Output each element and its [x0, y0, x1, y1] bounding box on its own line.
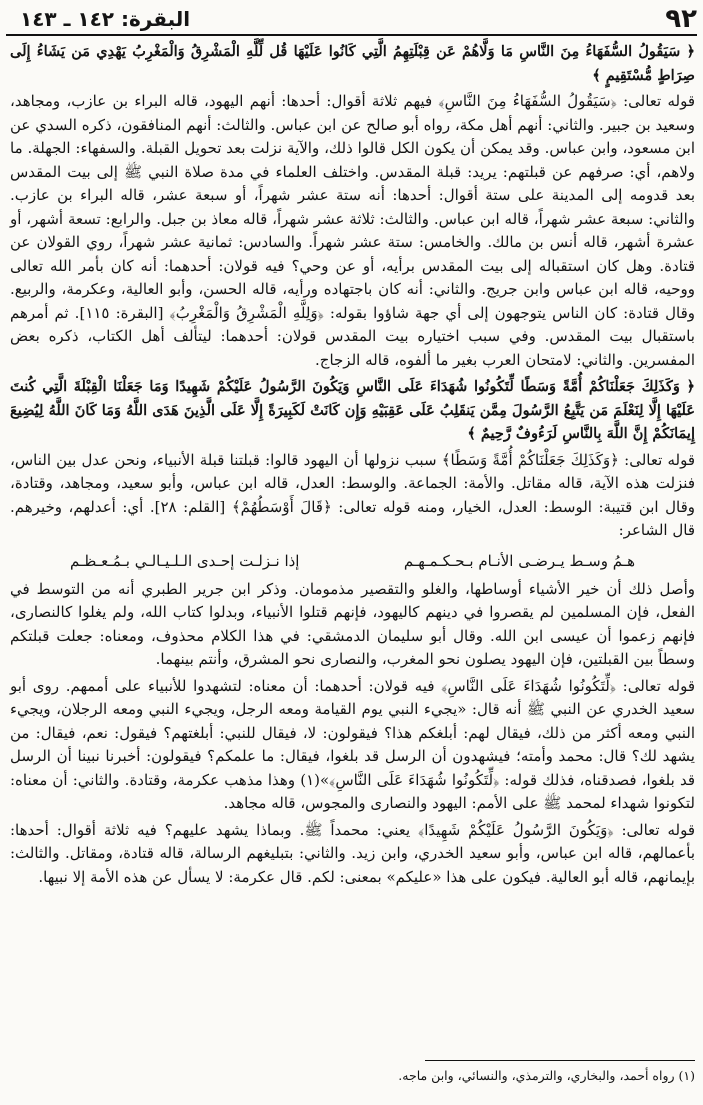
tafsir-paragraph-2: قوله تعالى: ﴿وَكَذَلِكَ جَعَلْنَاكُمْ أُمَّةً وَسَطًا﴾ سبب نزولها أن اليهود قالوا: قبلتنا قبلة الأنبياء، ونحن عدل بين الناس، فنزلت هذه الآية، قاله مقاتل. والأمة: الجماعة. والوسط: العدل، قاله ابن عباس، وأبو سعيد، ومجاهد، وقتادة، وقال ابن قتيبة: الوسط: العدل، الخيار، ومنه قوله تعالى: ﴿قَالَ أَوْسَطُهُمْ﴾ [القلم: ٢٨]. أي: أعدلهم، وخيرهم. قال الشاعر: — [10, 450, 695, 539]
quran-verse-143: ﴿ وَكَذَلِكَ جَعَلْنَاكُمْ أُمَّةً وَسَطًا لِّتَكُونُوا شُهَدَاءَ عَلَى النَّاسِ وَيَكُونَ الرَّسُولُ عَلَيْكُمْ شَهِيدًا وَمَا جَعَلْنَا الْقِبْلَةَ الَّتِي كُنتَ عَلَيْهَا إِلَّا لِنَعْلَمَ مَن يَتَّبِعُ الرَّسُولَ مِمَّن يَنقَلِبُ عَلَى عَقِبَيْهِ وَإِن كَانَتْ لَكَبِيرَةً إِلَّا عَلَى الَّذِينَ هَدَى اللَّهُ وَمَا كَانَ اللَّهُ لِيُضِيعَ إِيمَانَكُمْ إِنَّ اللَّهَ بِالنَّاسِ لَرَءُوفٌ رَّحِيمٌ ﴾ — [10, 378, 695, 442]
tafsir-paragraph-4: قوله تعالى: ﴿لِّتَكُونُوا شُهَدَاءَ عَلَى النَّاسِ﴾ فيه قولان: أحدهما: أن معناه: لتشهدوا للأنبياء على أممهم. روى أبو سعيد الخدري عن النبي ﷺ أنه قال: «يجيء النبي يوم القيامة ومعه الرجل، ويجيء النبي ومعه الرجلان، ويجيء النبي ومعه أكثر من ذلك، فيقال لهم: أبلغكم هذا؟ فيقولون: لا، فيقال للنبي: أبلغتهم؟ فيقول: نعم، فيقال: من يشهد لك؟ قال: محمد وأمته؛ فيشهدون أن الرسل قد بلغوا، فيقال: ما علمكم؟ فيقولون: أخبرنا نبينا أن الرسل قد بلغوا، فصدقناه، فذلك قوله: ﴿لِّتَكُونُوا شُهَدَاءَ عَلَى النَّاسِ﴾»(١) وهذا مذهب عكرمة، وقتادة. والثاني: أن معناه: لتكونوا شهداء لمحمد ﷺ على الأمم: اليهود والنصارى والمجوس، قاله مجاهد. — [10, 676, 695, 812]
footnote-rule — [425, 1060, 695, 1061]
footnote: (١) رواه أحمد، والبخاري، والترمذي، والنسائي، وابن ماجه. — [398, 1068, 695, 1083]
poem-first-hemistich: هـمُ وسـط يـرضـى الأنـام بـحـكـمـهـم — [403, 551, 635, 570]
header-rule — [6, 34, 697, 36]
running-title: البقرة: ١٤٢ ـ ١٤٣ — [20, 7, 191, 31]
poem-verse — [10, 546, 695, 578]
page-number: ٩٢ — [665, 4, 697, 34]
page-body — [10, 40, 695, 892]
poem-second-hemistich: إذا نـزلـت إحـدى الـلـيـالـي بـمُـعـظـم — [70, 551, 300, 570]
quran-verse-142: ﴿ سَيَقُولُ السُّفَهَاءُ مِنَ النَّاسِ مَا وَلَّاهُمْ عَن قِبْلَتِهِمُ الَّتِي كَانُوا عَلَيْهَا قُل لِّلَّهِ الْمَشْرِقُ وَالْمَغْرِبُ يَهْدِي مَن يَشَاءُ إِلَى صِرَاطٍ مُّسْتَقِيمٍ ﴾ — [10, 43, 695, 84]
tafsir-paragraph-3: وأصل ذلك أن خير الأشياء أوساطها، والغلو والتقصير مذمومان. وذكر ابن جرير الطبري أنه من التوسط في الفعل، فإن المسلمين لم يقصروا في دينهم كاليهود، فإنهم قتلوا الأنبياء، وبدلوا كتاب الله، ولم يغلوا كالنصارى، فإنهم زعموا أن عيسى ابن الله. وقال أبو سليمان الدمشقي: في هذا الكلام محذوف، ومعناه: جعلت قبلتكم وسطاً بين القبلتين، فإن اليهود يصلون نحو المغرب، والنصارى نحو المشرق، وأنتم بينهما. — [10, 579, 695, 668]
tafsir-paragraph-1: قوله تعالى: ﴿سَيَقُولُ السُّفَهَاءُ مِنَ النَّاسِ﴾ فيهم ثلاثة أقوال: أحدها: أنهم اليهود، قاله البراء بن عازب، ومجاهد، وسعيد بن جبير. والثاني: أنهم أهل مكة، رواه أبو صالح عن ابن عباس. والثالث: أنهم المنافقون، ذكره السدي عن ابن مسعود، وابن عباس. وقد يمكن أن يكون الكل قالوا ذلك، والآية نزلت بعد تحويل القبلة. والسفهاء: الجهلة. ما ولاهم، أي: صرفهم عن قبلتهم: يريد: قبلة المقدس. واختلف العلماء في مدة صلاة النبي ﷺ إلى بيت المقدس بعد قدومه إلى المدينة على ستة أقوال: أحدها: أنه ستة عشر شهراً، أو سبعة عشر، قاله البراء بن عازب. والثاني: سبعة عشر شهراً، قاله ابن عباس. والثالث: ثلاثة عشر شهراً، قاله معاذ بن جبل. والرابع: تسعة أشهر، أو عشرة أشهر، قاله أنس بن مالك. والخامس: ستة عشر شهراً. والسادس: ثمانية عشر شهراً، روي القولان عن قتادة. وهل كان استقباله إلى بيت المقدس برأيه، أو عن وحي؟ فيه قولان: أحدهما: أنه كان بأمر الله تعالى ووحيه، قاله ابن عباس وابن جريج. والثاني: أنه كان باجتهاده ورأيه، قاله الحسن، وأبو العالية، وعكرمة، والربيع. وقال قتادة: كان الناس يتوجهون إلى أي جهة شاؤوا بقوله: ﴿وَلِلَّهِ الْمَشْرِقُ وَالْمَغْرِبُ﴾ [البقرة: ١١٥]. ثم أمرهم باستقبال بيت المقدس. وفي سبب اختياره بيت المقدس قولان: أحدهما: ليتألف أهل الكتاب، ذكره بعض المفسرين. والثاني: لامتحان العرب بغير ما ألفوه، قاله الزجاج. — [10, 92, 695, 369]
tafsir-paragraph-5: قوله تعالى: ﴿وَيَكُونَ الرَّسُولُ عَلَيْكُمْ شَهِيدًا﴾ يعني: محمداً ﷺ. وبماذا يشهد عليهم؟ فيه ثلاثة أقوال: أحدها: بأعمالهم، قاله ابن عباس، وأبو سعيد الخدري، وابن زيد. والثاني: بتبليغهم الرسالة، قاله قتادة، ومقاتل. والثالث: بإيمانهم، قاله أبو العالية. فيكون على هذا «عليكم» بمعنى: لكم. قال عكرمة: لا يسأل عن هذه الأمة إلا نبيها. — [10, 820, 695, 886]
